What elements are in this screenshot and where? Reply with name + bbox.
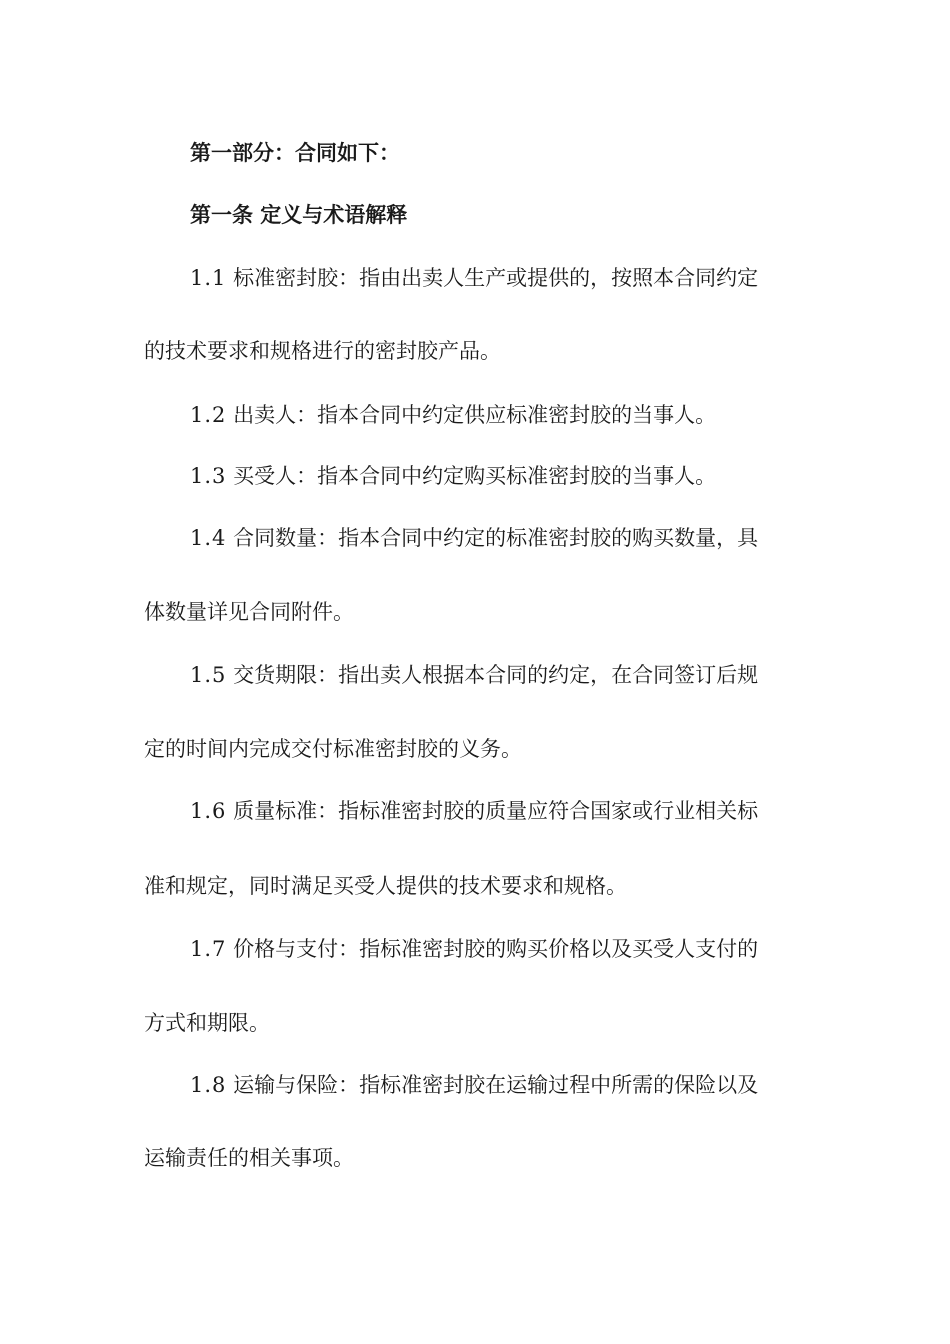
clause-text: 运输与保险：指标准密封胶在运输过程中所需的保险以及: [233, 1073, 759, 1097]
clause-1-5-continuation: 定的时间内完成交付标准密封胶的义务。: [144, 737, 522, 761]
clause-1-6-continuation: 准和规定，同时满足买受人提供的技术要求和规格。: [144, 874, 627, 898]
clause-1-6-first-line: [190, 797, 758, 825]
clause-1-7-first-line: [190, 935, 758, 963]
clause-text: 标准密封胶：指由出卖人生产或提供的，按照本合同约定: [233, 266, 759, 290]
clause-1-4-first-line: [190, 524, 758, 552]
clause-text: 交货期限：指出卖人根据本合同的约定，在合同签订后规: [233, 663, 759, 687]
clause-number: 1.2: [190, 403, 227, 427]
clause-1-1-first-line: [190, 264, 758, 292]
clause-text: 出卖人：指本合同中约定供应标准密封胶的当事人。: [233, 403, 717, 427]
clause-1-3: [190, 462, 716, 490]
part-title: 第一部分：合同如下：: [190, 141, 400, 165]
clause-1-4-continuation: 体数量详见合同附件。: [144, 600, 354, 624]
clause-1-1-continuation: 的技术要求和规格进行的密封胶产品。: [144, 339, 501, 363]
clause-1-7-continuation: 方式和期限。: [144, 1011, 270, 1035]
clause-text: 价格与支付：指标准密封胶的购买价格以及买受人支付的: [233, 937, 759, 961]
clause-number: 1.8: [190, 1073, 227, 1097]
clause-text: 合同数量：指本合同中约定的标准密封胶的购买数量，具: [233, 526, 759, 550]
clause-1-8-continuation: 运输责任的相关事项。: [144, 1146, 354, 1170]
clause-text: 质量标准：指标准密封胶的质量应符合国家或行业相关标: [233, 799, 759, 823]
clause-1-2: [190, 401, 716, 429]
clause-number: 1.4: [190, 526, 227, 550]
clause-text: 买受人：指本合同中约定购买标准密封胶的当事人。: [233, 464, 717, 488]
clause-number: 1.5: [190, 663, 227, 687]
clause-number: 1.6: [190, 799, 227, 823]
article-title: 第一条 定义与术语解释: [190, 203, 408, 227]
clause-number: 1.3: [190, 464, 227, 488]
clause-1-5-first-line: [190, 661, 758, 689]
clause-number: 1.1: [190, 266, 227, 290]
clause-number: 1.7: [190, 937, 227, 961]
clause-1-8-first-line: [190, 1071, 758, 1099]
